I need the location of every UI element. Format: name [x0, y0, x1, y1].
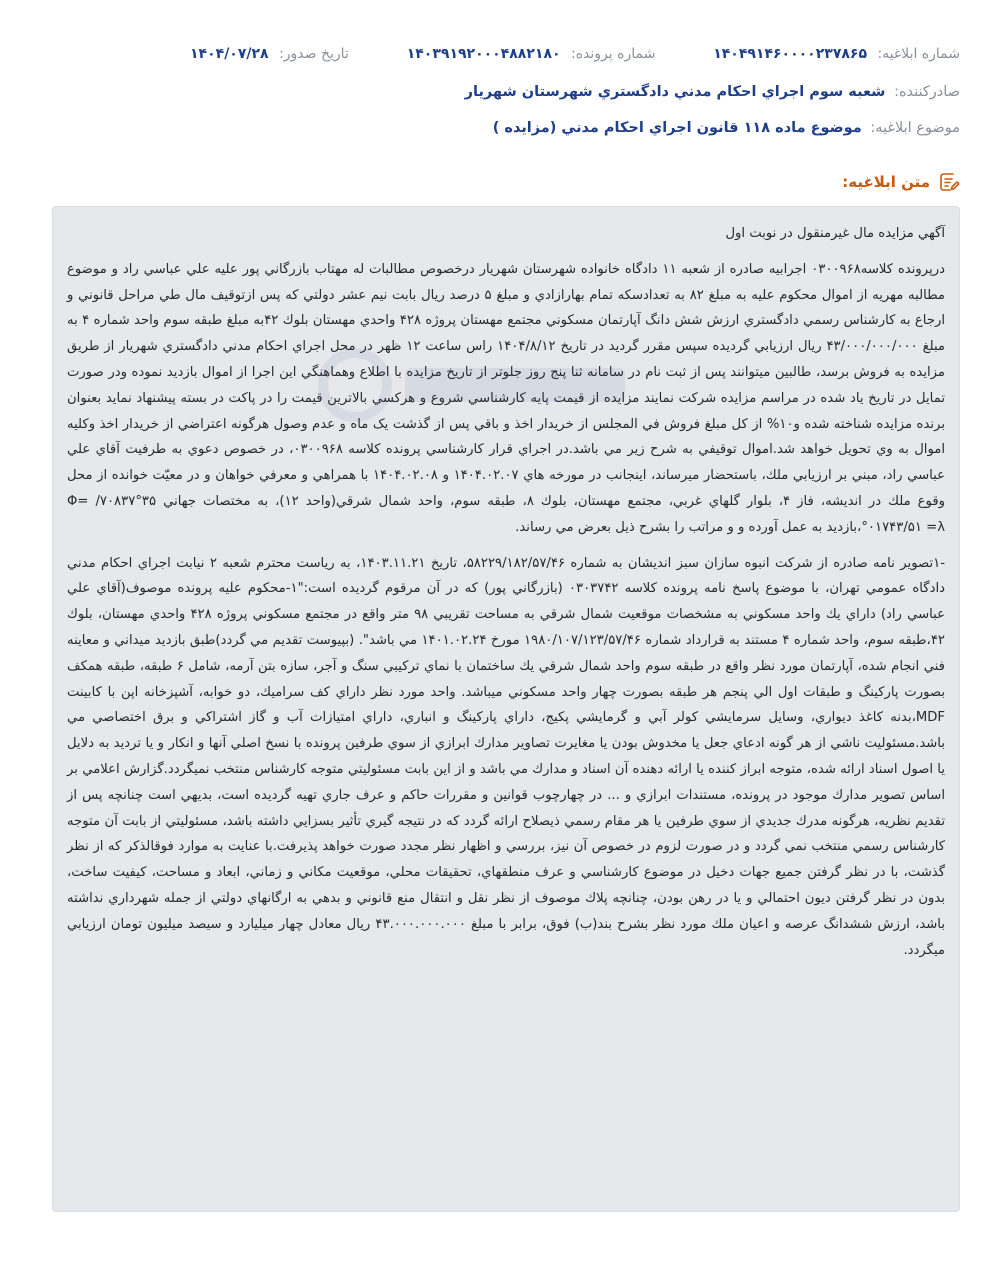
notice-text-heading	[842, 171, 960, 193]
issue-date-label: تاريخ صدور:	[279, 46, 349, 62]
auction-ad-title: آگهي مزايده مال غيرمنقول در نوبت اول	[725, 226, 945, 241]
notice-number-label: شماره ابلاغيه:	[877, 46, 960, 62]
case-number	[407, 46, 656, 62]
case-number-label: شماره پرونده:	[570, 46, 656, 62]
notice-text-title: متن ابلاغيه:	[842, 173, 930, 191]
issue-date-value: ۱۴۰۴/۰۷/۲۸	[190, 46, 269, 62]
document-edit-icon	[938, 171, 960, 193]
notice-number-value: ۱۴۰۴۹۱۴۶۰۰۰۰۲۳۷۸۶۵	[713, 46, 867, 62]
notice-paragraph-2: -۱تصوير نامه صادره از شركت انبوه سازان سبز انديشان به شماره ۵۸۲۲۹/۱۸۲/۵۷/۴۶، تاريخ ۱۴۰۳.۱۱.۲۱، به رياست محترم شعبه ۲ نيابت اجراي احكام مدني دادگاه عمومي تهران، با موضوع پاسخ نامه پرونده كلاسه ۰۳۰۳۷۴۲ (بازرگاني پور) كه در آن مرقوم گرديده است:"۱-محكوم عليه پرونده موصوف(آقاي علي عباسي راد) داراي يك واحد مسكوني به مشخصات موقعيت شمال شرقي به مساحت تقريبي ۹۸ متر واقع در مجتمع مسكوني پروژه ۴۲۸ واحدي مهستان، بلوك ۴۲،طبقه سوم، واحد شماره ۴ مستند به قرارداد شماره ۱۹۸۰/۱۰۷/۱۲۳/۵۷/۴۶ مورخ ۱۴۰۱.۰۲.۲۴ مي باشد". (بپيوست تقديم مي گردد)طبق بازديد ميداني و معاينه فني انجام شده، آپارتمان مورد نظر واقع در طبقه سوم واحد شمال شرقي يك ساختمان با نماي تركيبي سنگ و آجر، سازه بتن آرمه، شامل ۶ طبقه، طبقه همكف بصورت پاركينگ و طبقات اول الي پنجم هر طبقه بصورت چهار واحد مسكوني ميباشد. واحد مورد نظر داراي كف سراميك، دو خوابه، آشپزخانه اپن با كابينت MDF،بدنه كاغذ ديواري، وسايل سرمايشي كولر آبي و گرمايشي پكيج، داراي پاركينگ و انباري، داراي امتيازات آب و گاز اشتراكي و برق اختصاصي مي باشد.مسئوليت ناشي از هر گونه ادعاي جعل يا مخدوش بودن يا مغايرت تصاوير مدارك ابرازي از سوي طرفين پرونده با نسخ اصلي آنها و انكار و يا ترديد به دلايل يا اصول اسناد ارائه شده، متوجه ابراز كننده يا ارائه دهنده آن اسناد و مدارك مي باشد و از اين بابت مسئوليتي متوجه كارشناس منتخب نميگردد.گزارش اعلامي بر اساس تصوير مدارك موجود در پرونده، مستندات ابرازي و ... در چهارچوب قوانين و مقررات حاكم و عرف جاري تهيه گرديده است، بديهي است چنانچه پس از تقديم نظريه، هرگونه مدرك جديدي از سوي طرفين يا هر مقام رسمي ذيصلاح ارائه گردد كه در نتيجه گيري تأثير بسزايي داشته باشد، مسئوليتي از بابت آن متوجه كارشناس رسمي منتخب نمي گردد و در صورت لزوم در خصوص آن نيز، بررسي و اظهار نظر مجدد صورت خواهد پذيرفت.با عنايت به موارد فوقالذكر كه از نظر گذشت، با در نظر گرفتن جميع جهات دخيل در موضوع كارشناسي و عرف منطقهاي، تحقيقات محلي، موقعيت مكاني و زماني، ابعاد و مساحت، كيفيت ساخت، بدون در نظر گرفتن ديون احتمالي و يا در رهن بودن، چنانچه پلاك موصوف از نظر نقل و انتقال منع قانوني و بدهي به ارگانهاي دولتي از جمله شهرداري نداشته باشد، ارزش ششدانگ عرصه و اعيان ملك مورد نظر بشرح بند(ب) فوق، برابر با مبلغ ۴۳.۰۰۰.۰۰۰.۰۰۰ ريال معادل چهار ميلیارد و سيصد ميليون تومان ارزيابي ميگردد.	[67, 555, 945, 958]
issue-date	[190, 46, 349, 62]
issuer-line	[40, 84, 960, 100]
notice-paragraph-1: درپرونده كلاسه۰۳۰۰۹۶۸ اجرابيه صادره از شعبه ۱۱ دادگاه خانواده شهرستان شهريار درخصوص مطالبات له مهتاب بازرگاني پور عليه علي عباسي راد و موضوع مطالبه مهريه از اموال محكوم عليه به مبلغ ۸۲ به تعدادسكه تمام بهارازادي و مبلغ ۵ درصد ريال بابت نيم عشر دولتي كه پس ازتوقيف مال طي مراحل قانوني و ارجاع به كارشناس رسمي دادگستري ارزش شش دانگ آپارتمان مسكوني مجتمع مهستان پروژه ۴۲۸ واحدي مهستان بلوك ۴۲به مبلغ طبقه سوم واحد شماره ۴ به مبلغ ۴۳/۰۰۰/۰۰۰/۰۰۰ ريال ارزيابي گرديده سپس مقرر گرديد در تاريخ ۱۴۰۴/۸/۱۲ راس ساعت ۱۲ ظهر در محل اجراي احكام مدني دادگستري شهريار از طريق مزايده به فروش برسد، طالبين ميتوانند پس از ثبت نام در سامانه ثنا پنج روز جلوتر از تاريخ مزايده با اطلاع وهماهنگي اين اجرا از اموال بازديد نموده ودر صورت تمايل در تاريخ ياد شده در مراسم مزايده شركت نمايند مزايده از قيمت پايه كارشناسي شروع و هركسي بالاترين قيمت را در پاكت در بسته پيشنهاد نمايد بعنوان برنده مزايده شناخته شده و۱۰% از كل مبلغ فروش في المجلس از خريدار اخذ و باقي پس از گذشت يک ماه و عدم وصول هرگونه اعتراضي از خريدار اخذ وكليه اموال به وي تحويل خواهد شد.اموال توقيفي به شرح زير مي باشد.در اجراي قرار كارشناسي پرونده كلاسه ۰۳۰۰۹۶۸، در خصوص دعوي به طرفيت آقاي علي عباسي راد، مبني بر ارزيابي ملك، باستحضار ميرساند، اينجانب در مورخه هاي ۱۴۰۴.۰۲.۰۷ و ۱۴۰۴.۰۲.۰۸ با همراهي و معرفي خواهان و در معيّت خوانده از محل وقوع ملك در انديشه، فاز ۴، بلوار گلهاي غربي، مجتمع مهستان، بلوك ۸، طبقه سوم، واحد شمال شرقي(واحد ۱۲)، به مختصات جهاني ۳۵°۷۰۸۳۷/ =Φ °۰۱۷۴۳/۵۱ =λ،بازديد به عمل آورده و و مراتب را بشرح ذيل بعرض مي رساند.	[67, 261, 946, 535]
issuer-value: شعبه سوم اجراي احكام مدني دادگستري شهرستان شهريار	[464, 84, 886, 100]
issuer-label: صادرکننده:	[894, 84, 960, 100]
subject-value: موضوع ماده ۱۱۸ قانون اجراي احكام مدني (مزايده )	[492, 120, 862, 136]
case-number-value: ۱۴۰۳۹۱۹۲۰۰۰۴۸۸۲۱۸۰	[406, 46, 561, 62]
notice-text-box	[52, 206, 960, 1212]
notice-meta-row	[190, 46, 960, 62]
notice-number	[713, 46, 960, 62]
subject-line	[40, 120, 960, 136]
subject-label: موضوع ابلاغيه:	[870, 120, 960, 136]
